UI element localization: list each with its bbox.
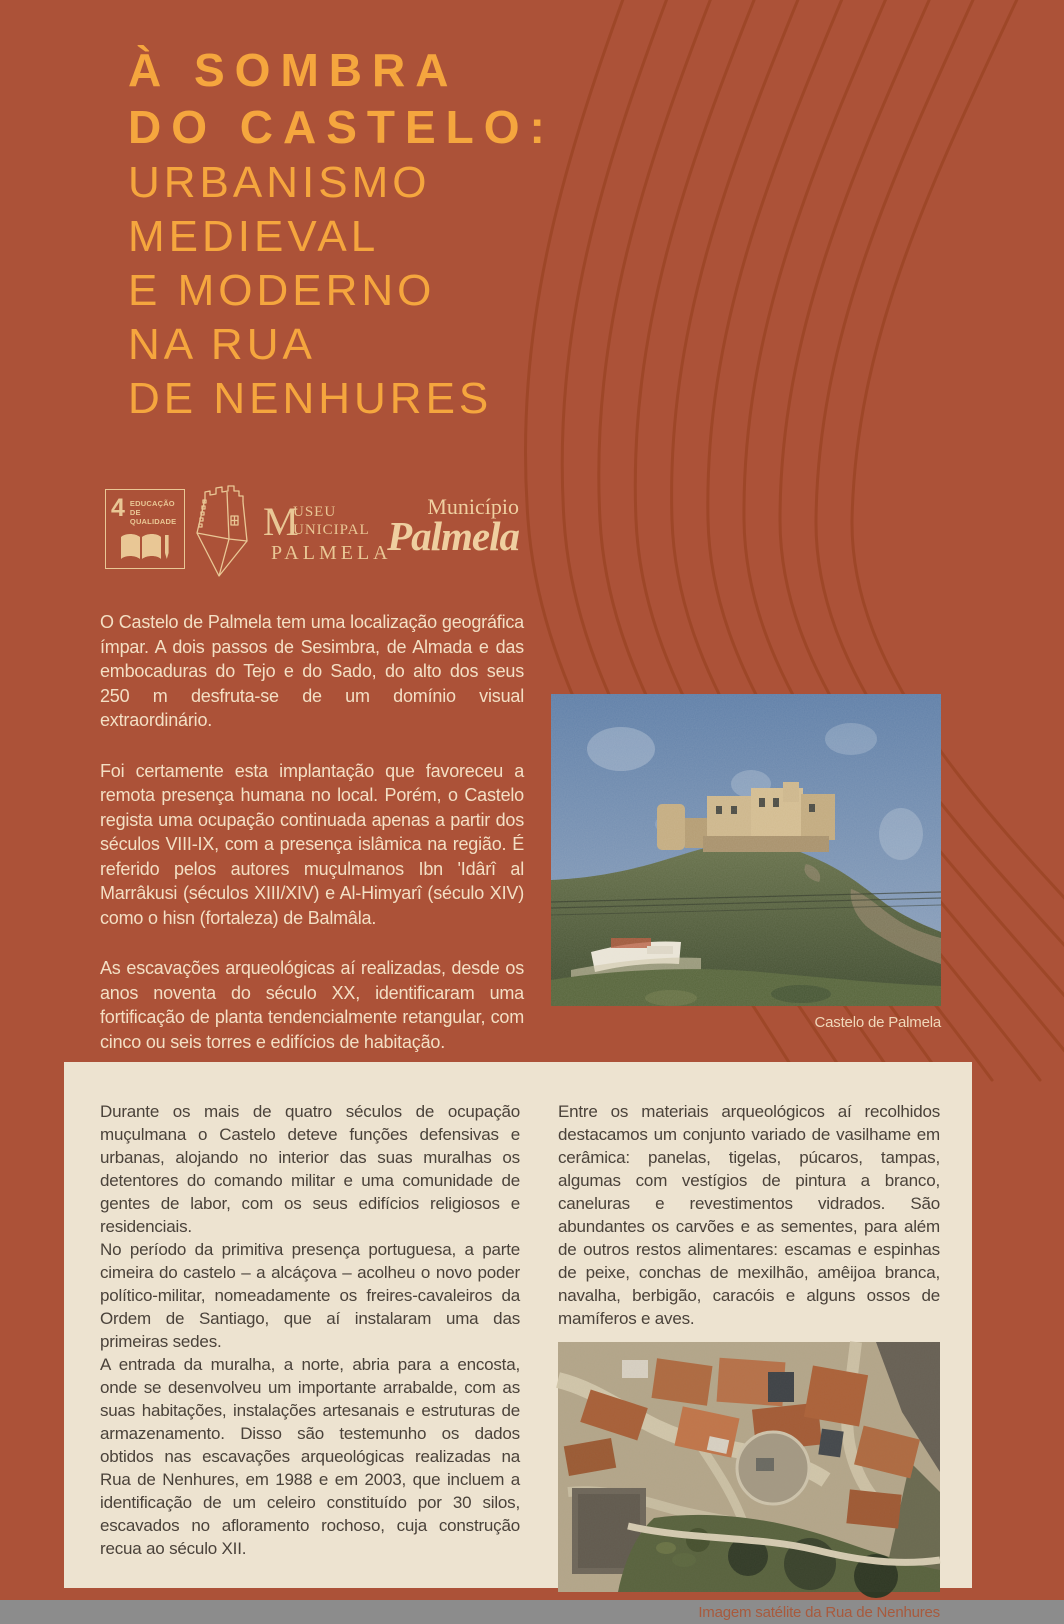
municipality-word-name: Palmela — [387, 513, 519, 559]
satellite-image — [558, 1342, 940, 1592]
title-line: À SOMBRA — [128, 44, 459, 96]
open-book-pencil-icon — [119, 532, 171, 562]
museum-word-line: UNICIPAL — [293, 522, 370, 538]
panel-paragraph: A entrada da muralha, a norte, abria para a encosta, onde se desenvolveu um importante arrabalde, com as suas habitações, instalações artesanais e estruturas de armazenamento. Disso são testemunho os dados obtidos nas escavações arqueológicas realizadas na Rua de Nenhures, em 1988 e em 2003, que incluem a identificação de um celeiro constituído por 30 silos, escavados no afloramento rochoso, cuja construção recua ao século XII. — [100, 1355, 520, 1558]
intro-paragraph: As escavações arqueológicas aí realizadas, desde os anos noventa do século XX, identificaram uma fortificação de planta tendencialmente retangular, com cinco ou seis torres e edifícios de habitação. — [100, 958, 524, 1052]
intro-text — [100, 610, 524, 1080]
subtitle-line: NA RUA — [128, 320, 316, 369]
panel-paragraph: No período da primitiva presença portuguesa, a parte cimeira do castelo – a alcáçova – acolheu o novo poder político-militar, nomeadamente os freires-cavaleiros da Ordem de Santiago, que aí instalaram uma das primeiras sedes. — [100, 1240, 520, 1351]
sdg-goal-label-line: DE QUALIDADE — [129, 508, 177, 526]
museum-initial-letter: M — [263, 499, 299, 544]
satellite-figure — [558, 1342, 940, 1624]
intro-paragraph: Foi certamente esta implantação que favoreceu a remota presença humana no local. Porém, o Castelo regista uma ocupação continuada apenas a partir dos séculos VIII-IX, com a presença islâmica na região. É referido pelos autores muçulmanos Ibn 'Idârî al Marrâkusi (séculos XIII/XIV) e Al-Himyarî (século XIV) como o hisn (fortaleza) de Balmâla. — [100, 760, 524, 928]
subtitle-line: E MODERNO — [128, 266, 436, 315]
panel-left-column — [100, 1100, 520, 1624]
castle-photo — [551, 694, 941, 1006]
castle-tower-wireframe-icon — [191, 483, 253, 581]
title-line: DO CASTELO: — [128, 101, 555, 153]
panel-right-column — [558, 1100, 940, 1624]
museum-word-line: USEU — [293, 504, 337, 520]
logo-row — [105, 483, 625, 585]
castle-photo-figure — [551, 694, 941, 1031]
panel-paragraph: Durante os mais de quatro séculos de ocupação muçulmana o Castelo deteve funções defensivas e urbanas, alojando no interior das suas muralhas os detentores do comando militar e uma comunidade de gentes de labor, com os seus edifícios religiosos e residenciais. — [100, 1102, 520, 1236]
intro-paragraph: O Castelo de Palmela tem uma localização geográfica ímpar. A dois passos de Sesimbra, de Almada e das embocaduras do Tejo e do Sado, do alto dos seus 250 m desfruta-se de um domínio visual extraordinário. — [100, 612, 524, 730]
sdg-goal-number: 4 — [111, 494, 125, 522]
info-panel — [64, 1062, 972, 1621]
museum-word-line: PALMELA — [271, 542, 392, 564]
municipality-word-top: Município — [427, 494, 519, 519]
municipality-wordmark — [357, 495, 519, 557]
sdg-goal-label-line: EDUCAÇÃO — [129, 499, 175, 508]
subtitle-line: MEDIEVAL — [128, 212, 380, 261]
sdg-goal4-badge — [105, 489, 185, 569]
subtitle-line: DE NENHURES — [128, 374, 493, 423]
panel-paragraph: Entre os materiais arqueológicos aí recolhidos destacamos um conjunto variado de vasilhame em cerâmica: panelas, tigelas, púcaros, tampas, algumas com vestígios de pintura a branco, caneluras e revestimentos vidrados. São abundantes os carvões e as sementes, para além de outros restos alimentares: escamas e espinhas de peixe, conchas de mexilhão, amêijoa branca, navalha, berbigão, caracóis e alguns ossos de mamíferos e aves. — [558, 1102, 940, 1328]
satellite-caption: Imagem satélite da Rua de Nenhures — [698, 1604, 940, 1621]
castle-photo-caption: Castelo de Palmela — [814, 1014, 941, 1031]
subtitle-line: URBANISMO — [128, 158, 431, 207]
poster-title — [128, 42, 555, 426]
